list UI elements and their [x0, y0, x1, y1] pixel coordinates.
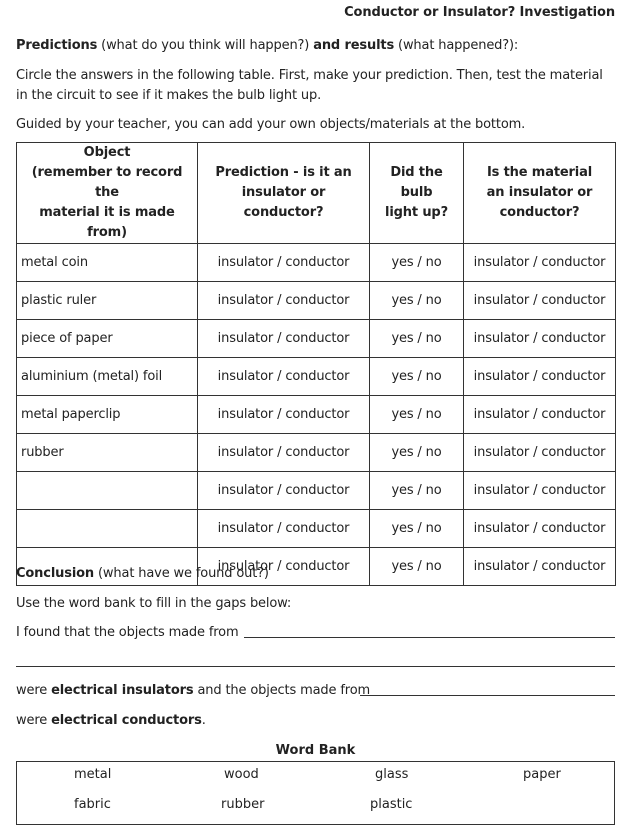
header-bulb-line: light up?: [385, 205, 448, 220]
word-bank-item: metal: [74, 767, 112, 782]
prediction-choice[interactable]: insulator / conductor: [198, 282, 370, 320]
conclusion-line-4: [16, 713, 206, 728]
table-row: [17, 282, 616, 320]
bulb-choice[interactable]: yes / no: [370, 396, 464, 434]
conclusion-line-3: [16, 683, 370, 698]
prediction-choice[interactable]: insulator / conductor: [198, 472, 370, 510]
object-cell: piece of paper: [17, 320, 198, 358]
bulb-choice[interactable]: yes / no: [370, 434, 464, 472]
bulb-choice[interactable]: yes / no: [370, 548, 464, 586]
table-row: [17, 396, 616, 434]
answer-blank-1[interactable]: [244, 636, 615, 638]
header-bulb: [370, 143, 464, 244]
material-choice[interactable]: insulator / conductor: [464, 510, 616, 548]
results-text: (what happened?):: [394, 38, 519, 53]
header-material-line: conductor?: [499, 205, 580, 220]
instruction-line-1: Circle the answers in the following table. First, make your prediction. Then, test the material: [16, 68, 603, 83]
material-choice[interactable]: insulator / conductor: [464, 244, 616, 282]
bulb-choice[interactable]: yes / no: [370, 510, 464, 548]
bulb-choice[interactable]: yes / no: [370, 472, 464, 510]
prediction-choice[interactable]: insulator / conductor: [198, 548, 370, 586]
material-choice[interactable]: insulator / conductor: [464, 434, 616, 472]
table-row: [17, 434, 616, 472]
instruction-line-3: Guided by your teacher, you can add your own objects/materials at the bottom.: [16, 117, 526, 132]
header-material-line: an insulator or: [486, 185, 593, 200]
conclusion-text: were: [16, 683, 52, 698]
worksheet-title: Conductor or Insulator? Investigation: [344, 5, 615, 20]
predictions-text: (what do you think will happen?): [97, 38, 314, 53]
word-bank-item: rubber: [221, 797, 265, 812]
results-label: and results: [313, 38, 395, 53]
material-choice[interactable]: insulator / conductor: [464, 472, 616, 510]
conclusion-text: were: [16, 713, 52, 728]
table-row: [17, 244, 616, 282]
object-cell-blank[interactable]: [17, 472, 198, 510]
header-object-line: Object: [83, 145, 131, 160]
conclusion-line-1: I found that the objects made from: [16, 625, 239, 640]
object-cell: metal coin: [17, 244, 198, 282]
material-choice[interactable]: insulator / conductor: [464, 358, 616, 396]
material-choice[interactable]: insulator / conductor: [464, 320, 616, 358]
table-header-row: [17, 143, 616, 244]
table-row: [17, 320, 616, 358]
word-bank-title: Word Bank: [275, 743, 356, 758]
instruction-line-2: in the circuit to see if it makes the bulb light up.: [16, 88, 322, 103]
word-bank-item: fabric: [74, 797, 111, 812]
word-bank-item: plastic: [370, 797, 413, 812]
prediction-choice[interactable]: insulator / conductor: [198, 510, 370, 548]
conclusion-text: and the objects made from: [193, 683, 371, 698]
word-bank-item: glass: [375, 767, 409, 782]
object-cell-blank[interactable]: [17, 510, 198, 548]
answer-blank-2[interactable]: [16, 665, 615, 667]
material-choice[interactable]: insulator / conductor: [464, 282, 616, 320]
answer-blank-3[interactable]: [360, 694, 615, 696]
header-prediction-line: Prediction - is it an: [215, 165, 352, 180]
header-object-line: (remember to record the: [31, 165, 183, 200]
bulb-choice[interactable]: yes / no: [370, 320, 464, 358]
prediction-choice[interactable]: insulator / conductor: [198, 434, 370, 472]
object-cell: aluminium (metal) foil: [17, 358, 198, 396]
bulb-choice[interactable]: yes / no: [370, 282, 464, 320]
prediction-choice[interactable]: insulator / conductor: [198, 244, 370, 282]
conclusion-subtext: (what have we found out?): [94, 566, 269, 581]
object-cell: rubber: [17, 434, 198, 472]
prediction-choice[interactable]: insulator / conductor: [198, 358, 370, 396]
object-cell: metal paperclip: [17, 396, 198, 434]
prediction-choice[interactable]: insulator / conductor: [198, 320, 370, 358]
conclusion-heading: [16, 566, 269, 581]
header-material: [464, 143, 616, 244]
table-row: [17, 358, 616, 396]
header-bulb-line: Did the bulb: [390, 165, 443, 200]
conclusion-keyword: electrical conductors: [51, 713, 202, 728]
predictions-heading: [16, 38, 518, 53]
results-table: [16, 142, 616, 586]
conclusion-label: Conclusion: [16, 566, 95, 581]
header-prediction-line: insulator or conductor?: [241, 185, 326, 220]
material-choice[interactable]: insulator / conductor: [464, 548, 616, 586]
conclusion-keyword: electrical insulators: [51, 683, 194, 698]
bulb-choice[interactable]: yes / no: [370, 244, 464, 282]
predictions-label: Predictions: [16, 38, 98, 53]
bulb-choice[interactable]: yes / no: [370, 358, 464, 396]
word-bank-item: wood: [224, 767, 259, 782]
conclusion-instruction: Use the word bank to fill in the gaps below:: [16, 596, 292, 611]
table-row: [17, 510, 616, 548]
word-bank-item: paper: [523, 767, 561, 782]
prediction-choice[interactable]: insulator / conductor: [198, 396, 370, 434]
conclusion-text: .: [201, 713, 206, 728]
object-cell: plastic ruler: [17, 282, 198, 320]
header-prediction: [198, 143, 370, 244]
word-bank-box: [16, 761, 615, 825]
material-choice[interactable]: insulator / conductor: [464, 396, 616, 434]
header-object-line: material it is made from): [39, 205, 175, 240]
header-object: [17, 143, 198, 244]
table-row: [17, 472, 616, 510]
header-material-line: Is the material: [486, 165, 593, 180]
